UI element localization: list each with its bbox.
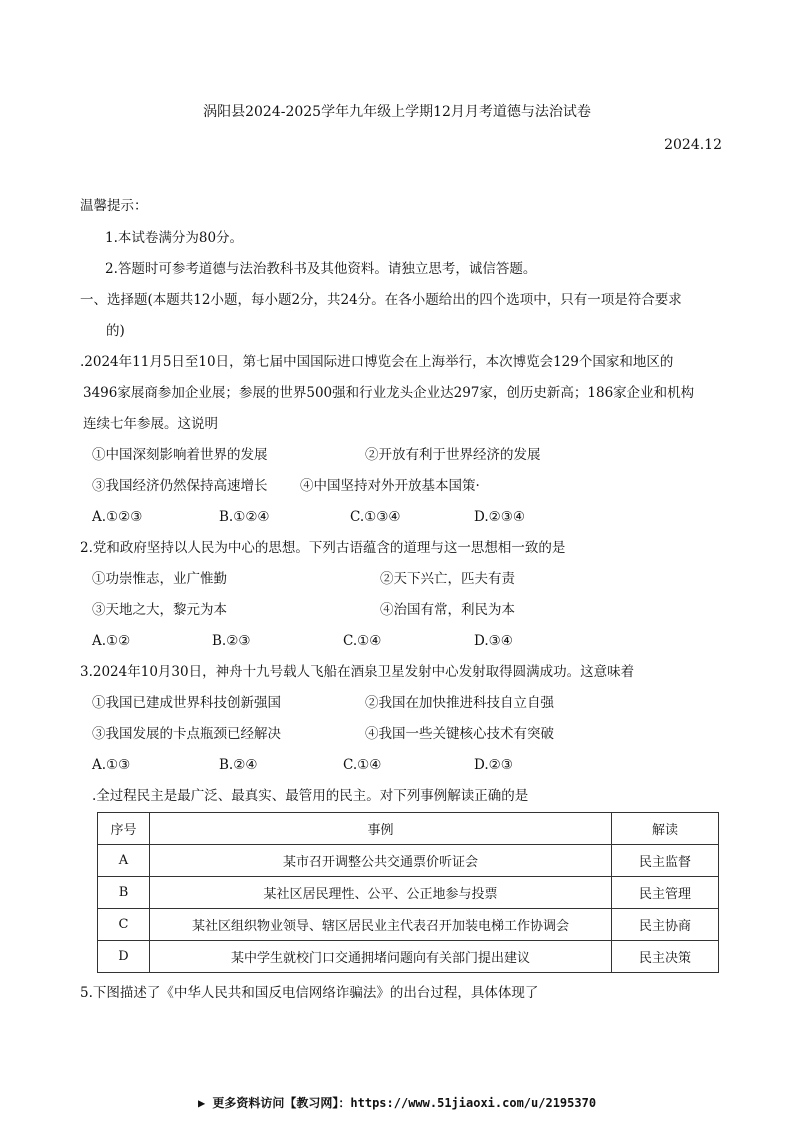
q1-choice-b: B.①②④ <box>219 509 270 525</box>
q3-choice-c: C.①④ <box>343 757 382 773</box>
q2-stem: 2.党和政府坚持以人民为中心的思想。下列古语蕴含的道理与这一思想相一致的是 <box>80 540 566 556</box>
q5-stem: 5.下图描述了《中华人民共和国反电信网络诈骗法》的出台过程，具体体现了 <box>80 985 539 1001</box>
table-cell-reading: 民主监督 <box>612 845 719 877</box>
table-header-cell: 解读 <box>612 813 719 845</box>
section-heading: 一、选择题(本题共12小题，每小题2分，共24分。在各小题给出的四个选项中，只有一项是符合要求 <box>80 292 682 308</box>
table-row <box>98 909 719 941</box>
q3-choice-a: A.①③ <box>92 757 131 773</box>
q4-stem: .全过程民主是最广泛、最真实、最管用的民主。对下列事例解读正确的是 <box>92 788 529 804</box>
q1-choice-d: D.②③④ <box>474 509 525 525</box>
table-row <box>98 877 719 909</box>
table-cell-case: 某中学生就校门口交通拥堵问题向有关部门提出建议 <box>150 941 612 973</box>
q2-option-3: ③天地之大，黎元为本 <box>92 602 227 618</box>
table-cell-case: 某社区居民理性、公平、公正地参与投票 <box>150 877 612 909</box>
q3-option-1: ①我国已建成世界科技创新强国 <box>92 695 281 711</box>
q2-choice-c: C.①④ <box>343 633 382 649</box>
q2-option-1: ①功崇惟志，业广惟勤 <box>92 571 227 587</box>
table-row <box>98 941 719 973</box>
footer-link[interactable]: ▶ 更多资料访问【教习网】：https://www.51jiaoxi.com/u/2195370 <box>197 1096 597 1110</box>
table-cell-case: 某社区组织物业领导、辖区居民业主代表召开加装电梯工作协调会 <box>150 909 612 941</box>
table-cell-id: C <box>98 909 150 941</box>
q2-option-4: ④治国有常，利民为本 <box>380 602 515 618</box>
q3-choice-b: B.②④ <box>219 757 258 773</box>
table-cell-reading: 民主管理 <box>612 877 719 909</box>
q3-choice-d: D.②③ <box>474 757 513 773</box>
table-cell-case: 某市召开调整公共交通票价听证会 <box>150 845 612 877</box>
q1-stem: 连续七年参展。这说明 <box>83 416 218 432</box>
q3-option-2: ②我国在加快推进科技自立自强 <box>365 695 554 711</box>
table-header-cell: 事例 <box>150 813 612 845</box>
q1-option-2: ②开放有利于世界经济的发展 <box>365 447 541 463</box>
tip-item: 1.本试卷满分为80分。 <box>105 230 244 246</box>
q1-option-4: ④中国坚持对外开放基本国策· <box>300 478 480 494</box>
tips-heading: 温馨提示： <box>80 198 148 214</box>
section-heading-cont: 的) <box>106 323 125 339</box>
q3-stem: 3.2024年10月30日，神舟十九号载人飞船在酒泉卫星发射中心发射取得圆满成功。这意味着 <box>80 664 635 680</box>
q1-stem: 3496家展商参加企业展；参展的世界500强和行业龙头企业达297家，创历史新高；186家企业和机构 <box>83 385 695 401</box>
table-header-row <box>98 813 719 845</box>
table-cell-reading: 民主决策 <box>612 941 719 973</box>
page-title: 涡阳县2024-2025学年九年级上学期12月月考道德与法治试卷 <box>203 104 591 120</box>
q1-choice-a: A.①②③ <box>92 509 143 525</box>
table-cell-reading: 民主协商 <box>612 909 719 941</box>
table-cell-id: B <box>98 877 150 909</box>
q4-table <box>97 812 719 973</box>
exam-date: 2024.12 <box>664 137 722 153</box>
q3-option-4: ④我国一些关键核心技术有突破 <box>365 726 554 742</box>
q1-stem: .2024年11月5日至10日，第七届中国国际进口博览会在上海举行，本次博览会129个国家和地区的 <box>80 354 674 370</box>
q2-choice-b: B.②③ <box>212 633 251 649</box>
q2-choice-a: A.①② <box>92 633 131 649</box>
q3-option-3: ③我国发展的卡点瓶颈已经解决 <box>92 726 281 742</box>
q1-choice-c: C.①③④ <box>350 509 401 525</box>
tip-item: 2.答题时可参考道德与法治教科书及其他资料。请独立思考，诚信答题。 <box>105 261 537 277</box>
q2-option-2: ②天下兴亡，匹夫有责 <box>380 571 515 587</box>
table-row <box>98 845 719 877</box>
table-cell-id: A <box>98 845 150 877</box>
q2-choice-d: D.③④ <box>474 633 513 649</box>
table-header-cell: 序号 <box>98 813 150 845</box>
table-cell-id: D <box>98 941 150 973</box>
q1-option-3: ③我国经济仍然保持高速增长 <box>92 478 268 494</box>
q1-option-1: ①中国深刻影响着世界的发展 <box>92 447 268 463</box>
